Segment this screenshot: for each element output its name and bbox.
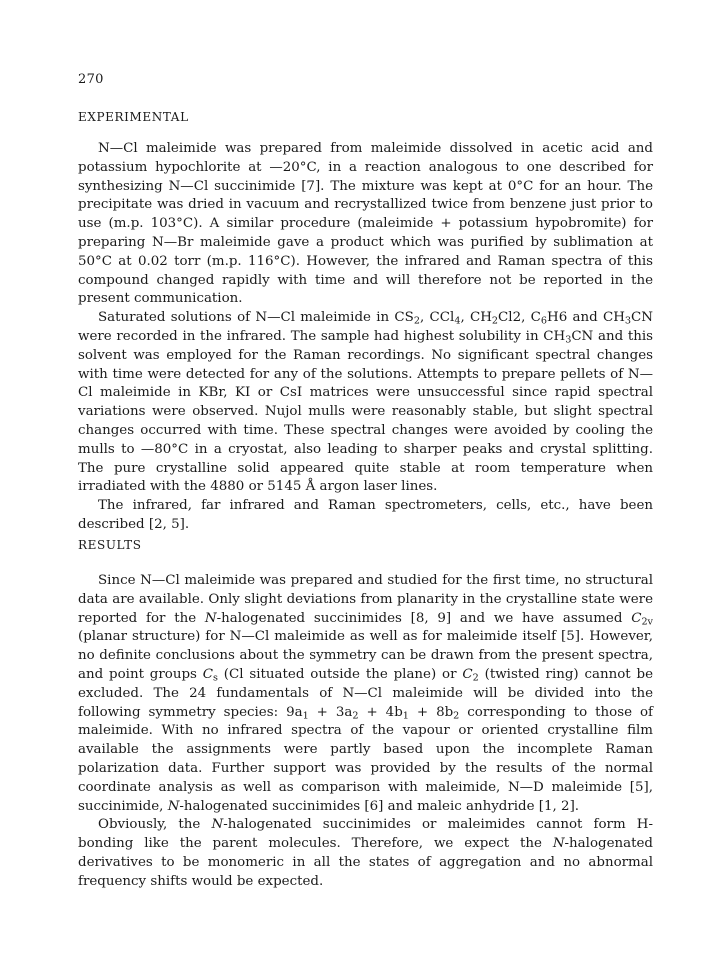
experimental-body bbox=[78, 140, 653, 535]
paragraph: The infrared, far infrared and Raman spectrometers, cells, etc., have been described [2, 5]. bbox=[78, 498, 653, 532]
paragraph: N—Cl maleimide was prepared from maleimide dissolved in acetic acid and potassium hypochlorite at —20°C, in a reaction analogous to one described for synthesizing N—Cl succinimide [7]. The mixture was kept at 0°C for an hour. The precipitate was dried in vacuum and recrystallized twice from benzene just prior to use (m.p. 103°C). A similar procedure (maleimide + potassium hypobromite) for preparing N—Br maleimide gave a product which was purified by sublimation at 50°C at 0.02 torr (m.p. 116°C). However, the infrared and Raman spectra of this compound changed rapidly with time and will therefore not be reported in the present communication. bbox=[78, 141, 653, 307]
paragraph: Saturated solutions of N—Cl maleimide in $CS_2$, CCl$_4$, $CH_2Cl2$, $C_6H6$ and $CH_3CN$ were recorded in the infrared. The sample had highest solubility in $CH_3CN$ and this solvent was employed for the Raman recordings. No significant spectral changes with time were detected for any of the solutions. Attempts to prepare pellets of N—Cl maleimide in KBr, KI or CsI matrices were unsuccessful since rapid spectral variations were observed. Nujol mulls were reasonably stable, but slight spectral changes occurred with time. These spectral changes were avoided by cooling the mulls to —80°C in a cryostat, also leading to sharper peaks and crystal splitting. The pure crystalline solid appeared quite stable at room temperature when irradiated with the 4880 or 5145 Å argon laser lines. bbox=[78, 310, 653, 495]
paragraph: Obviously, the N-halogenated succinimides or maleimides cannot form H-bonding like the parent molecules. Therefore, we expect the N-halogenated derivatives to be monomeric in all the states of aggregation and no abnormal frequency shifts would be expected. bbox=[78, 817, 653, 889]
paragraph: Since N—Cl maleimide was prepared and studied for the first time, no structural data are available. Only slight deviations from planarity in the crystalline state were reported for the N-halogenated succinimides [8, 9] and we have assumed $C_{2v}$ (planar structure) for N—Cl maleimide as well as for maleimide itself [5]. However, no definite conclusions about the symmetry can be drawn from the present spectra, and point groups $C_s$ (Cl situated outside the plane) or $C_2$ (twisted ring) cannot be excluded. The 24 fundamentals of N—Cl maleimide will be divided into the following symmetry species: $9a_1 + 3a_2 + 4b_1 + 8b_2$ corresponding to those of maleimide. With no infrared spectra of the vapour or oriented crystalline film available the assignments were partly based upon the incomplete Raman polarization data. Further support was provided by the results of the normal coordinate analysis as well as comparison with maleimide, N—D maleimide [5], succinimide, N-halogenated succinimides [6] and maleic anhydride [1, 2]. bbox=[78, 573, 654, 814]
section-heading-results: RESULTS bbox=[78, 538, 142, 552]
page-number: 270 bbox=[78, 72, 104, 87]
section-heading-experimental: EXPERIMENTAL bbox=[78, 110, 189, 124]
results-body bbox=[78, 572, 653, 892]
